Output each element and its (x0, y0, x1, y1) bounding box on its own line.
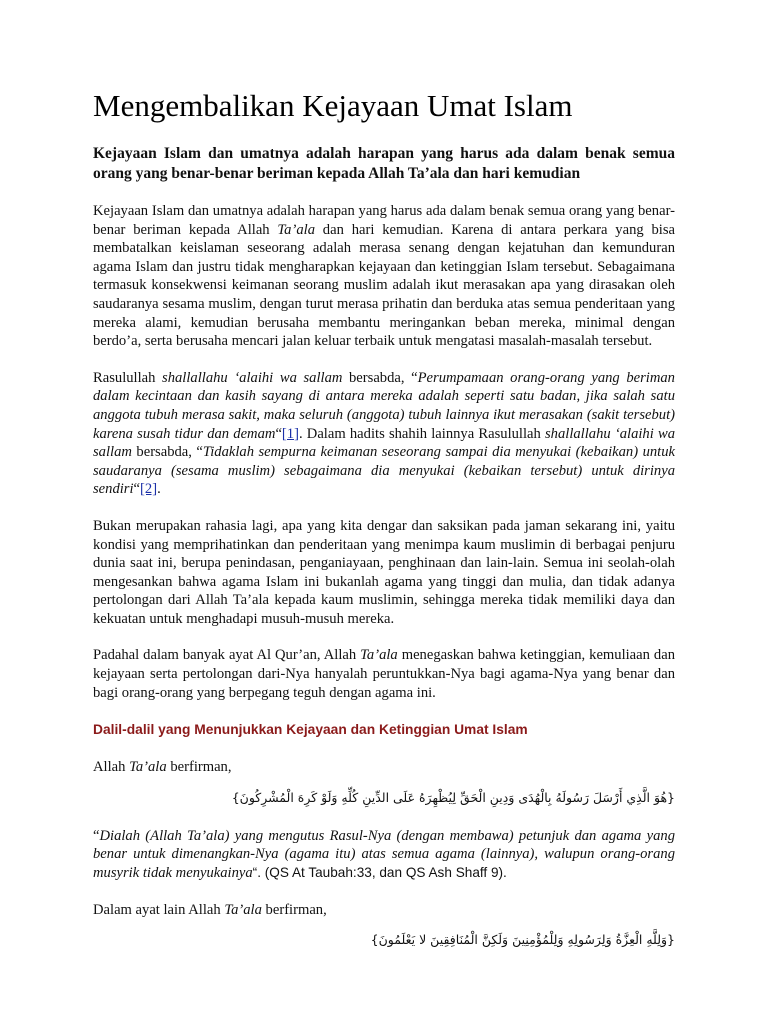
paragraph-5-text-a: Allah (93, 759, 130, 776)
paragraph-7-italic: Ta’ala (224, 901, 262, 918)
section-heading: Dalil-dalil yang Menunjukkan Kejayaan dan Ketinggian Umat Islam (93, 722, 528, 738)
article-lead: Kejayaan Islam dan umatnya adalah harapan yang harus ada dalam benak semua orang yang benar-benar beriman kepada Allah Ta’ala dan hari kemudian (93, 145, 675, 182)
paragraph-1-italic: Ta’ala (277, 221, 315, 238)
arabic-verse-1: {هُوَ الَّذِي أَرْسَلَ رَسُولَهُ بِالْهُدَى وَدِينِ الْحَقِّ لِيُظْهِرَهُ عَلَى الدِّينِ كُلِّهِ وَلَوْ كَرِهَ الْمُشْرِكُونَ} (231, 789, 675, 805)
paragraph-5-italic: Ta’ala (129, 759, 167, 776)
paragraph-1-text-b: dan hari kemudian. Karena di antara perkara yang bisa membatalkan keislaman seseorang adalah merasa senang dengan kejatuhan dan kemunduran agama Islam dan justru tidak mengharapkan kejayaan dan ketinggian Islam tersebut. Sebagaimana termasuk konsekwensi keimanan seorang muslim adalah ikut merasakan apa yang dirasakan oleh saudaranya sesama muslim, dengan turut merasa prihatin dan berduka atas semua penderitaan yang mereka alami, kemudian berusaha membantu meringankan beban mereka, minimal dengan berdo’a, serta berusaha mencari jalan keluar terbaik untuk mengatasi masalah-masalah tersebut. (93, 221, 675, 350)
paragraph-2-text-e: bersabda, “ (131, 444, 203, 461)
salawat-2: shallallahu ‘alaihi wa sallam (93, 425, 676, 461)
verse-citation: “. (QS At Taubah:33, dan QS Ash Shaff 9). (252, 865, 507, 881)
paragraph-2-text-a: Rasulullah (93, 369, 163, 386)
paragraph-6 (93, 827, 675, 883)
paragraph-1 (93, 202, 675, 351)
paragraph-2-text-f: “ (133, 481, 141, 498)
paragraph-1-text-a: Kejayaan Islam dan umatnya adalah harapan yang harus ada dalam benak semua orang yang benar-benar beriman kepada Allah (93, 203, 675, 238)
paragraph-2-text-d: . Dalam hadits shahih lainnya Rasulullah (298, 425, 545, 442)
arabic-verse-2: {وَلِلَّهِ الْعِزَّةُ وَلِرَسُولِهِ وَلِلْمُؤْمِنِينَ وَلَكِنَّ الْمُنَافِقِينَ لا يَعْلَمُونَ} (370, 932, 675, 948)
paragraph-7-text-a: Dalam ayat lain Allah (93, 901, 225, 918)
paragraph-4 (93, 646, 675, 702)
hadith-quote-1: Perumpamaan orang-orang yang beriman dalam kecintaan dan kasih sayang di antara mereka adalah seperti satu badan, jika salah satu anggota tubuh merasa sakit, maka seluruh (anggota) tubuh lainnya ikut merasakan (sakit tersebut) karena susah tidur dan demam (93, 369, 675, 442)
salawat-1: shallallahu ‘alaihi wa sallam (162, 369, 343, 386)
paragraph-2-text-b: bersabda, “ (342, 369, 418, 386)
footnote-link-1[interactable]: [1] (281, 425, 299, 442)
article-title: Mengembalikan Kejayaan Umat Islam (93, 88, 573, 123)
paragraph-2-text-g: . (157, 481, 161, 498)
paragraph-4-text-a: Padahal dalam banyak ayat Al Qur’an, Allah (93, 647, 361, 664)
paragraph-2 (93, 369, 675, 499)
paragraph-7 (93, 901, 675, 920)
paragraph-6-text-a: “ (93, 827, 100, 844)
article (93, 88, 675, 969)
paragraph-4-italic: Ta’ala (360, 647, 398, 664)
verse-translation: Dialah (Allah Ta’ala) yang mengutus Rasul-Nya (dengan membawa) petunjuk dan agama yang benar untuk dimenangkan-Nya (agama itu) atas semua agama (lainnya), walupun orang-orang musyrik tidak menyukainya (93, 827, 675, 882)
paragraph-4-text-b: menegaskan bahwa ketinggian, kemuliaan dan kejayaan serta pertolongan dari-Nya hanyalah peruntukkan-Nya bagi agama-Nya yang benar dan bagi orang-orang yang berpegang teguh dengan agama ini. (93, 647, 675, 701)
footnote-link-2[interactable]: [2] (140, 481, 158, 498)
paragraph-3: Bukan merupakan rahasia lagi, apa yang kita dengar dan saksikan pada jaman sekarang ini, yaitu kondisi yang memprihatinkan dan penderitaan yang menimpa kaum muslimin di berbagai penjuru dunia saat ini, berupa penindasan, penganiayaan, penghinaan dan lain-lain. Semua ini seolah-olah mengesankan bahwa agama Islam ini bukanlah agama yang tinggi dan mulia, dan tidak adanya pertolongan dari Allah Ta’ala kepada kaum muslimin, sehingga mereka tidak memiliki daya dan kekuatan untuk menghadapi musuh-musuh mereka. (93, 517, 675, 627)
paragraph-5 (93, 758, 675, 777)
paragraph-5-text-b: berfirman, (166, 759, 232, 776)
paragraph-2-text-c: “ (275, 425, 282, 442)
paragraph-7-text-b: berfirman, (261, 901, 327, 918)
hadith-quote-2: Tidaklah sempurna keimanan seseorang sampai dia menyukai (kebaikan) untuk saudaranya (sesama muslim) sebagaimana dia menyukai (kebaikan tersebut) untuk dirinya sendiri (93, 444, 675, 498)
